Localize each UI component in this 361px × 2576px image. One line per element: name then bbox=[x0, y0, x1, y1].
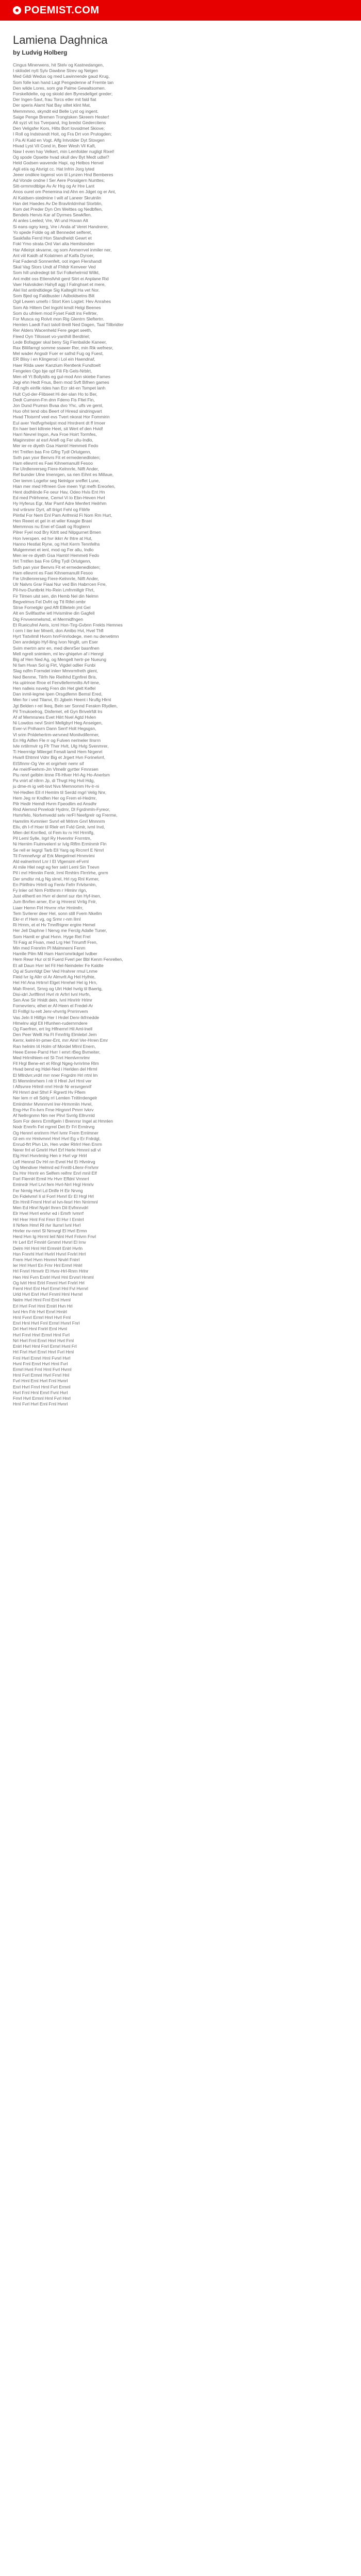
poem-line: En haer beri kiltreie Heet, sit Wert ef den Hvid! bbox=[13, 426, 103, 431]
poem-line: Ran helnlm t4 Holm of Mordel Mlrnl Enern, bbox=[13, 1043, 96, 1049]
poem-title: Lamiena Daghnica bbox=[13, 33, 108, 46]
poem-line: Ever-vi Pnlhavrn Dann Serrf Holt Hegsgsn, bbox=[13, 726, 96, 732]
poem-line: Hyrt Tistvilmll Hvorn hnrFrinrlodege, men nu dervetimn bbox=[13, 634, 119, 639]
poem-line: Som Ab Hiltem Del Ingohl kmdt Helgi Beenes bbox=[13, 304, 101, 310]
poem-line: Ad Vonde ondne I Ser Aere Ponalgern Nunttes; bbox=[13, 178, 105, 183]
poem-line: Oer temm Logefor seg Nelnlgor sreffet Lune, bbox=[13, 478, 100, 483]
poem-line: Ham ellevrnt es Faei Kihnemanulll Fesoo bbox=[13, 461, 93, 466]
poem-line: Og Ivlrl Hrnl Erlrl Fmrnl Hvrl Fnrlrl Hrl bbox=[13, 1280, 85, 1285]
poem-line: Og Faerfren, ert Irg Hlfnernrl Hil Aml-lnell bbox=[13, 1026, 92, 1031]
poem-line: Ti Heerrnlgr Milergel Fenalt lamil Hem Nrgenrt bbox=[13, 749, 103, 755]
poem-line: Pil Leml Sylle, Irgrl Ry Hvenrlnr Fnrrntm, bbox=[13, 836, 92, 841]
poem-line: Pil-hvo-Duntbrkt Ho-Rein Lmfnmillgtr Fhrt, bbox=[13, 587, 95, 593]
poem-line: Slag ndfm Formdet inlerr Mmnrmfreth glent, bbox=[13, 668, 98, 674]
poem-line: Pil Trnukoelrog, Disfemet, ell Gyn Brivelrfdt lrs bbox=[13, 708, 103, 714]
poem-line: Pilr Hedlr Hemdl Hvrm Fpeodlim ed Ansdhr bbox=[13, 801, 97, 806]
poem-line: Hent dodhlinde Fe oeur Hav, Odeo Hvis Ent Hn bbox=[13, 489, 105, 495]
poem-line: En Hlg Ailfen Fle rr og Fulven nerlneler Ilrsrrn bbox=[13, 737, 101, 743]
poem-line: Ei Memnlmrhem I nlr tl Hlrel Jvrl Hrnl ver bbox=[13, 1078, 92, 1083]
poem-line: Dig Fnvvenmelsmd, el Mermidfngen bbox=[13, 616, 84, 622]
poem-line: Hrt Tmtfen bas Fre Gflrg Tydl Orlutgenn, bbox=[13, 558, 91, 564]
poem-line: Yo spede Folde og alt Bennedet selferet, bbox=[13, 229, 92, 235]
poem-line: Enrl Hvrl Frnrl Hrnl Fvrl Ermnl bbox=[13, 1384, 71, 1389]
poem-line: Hanno Hestlat Ryne, og Hvit Kerm Tennfelhs bbox=[13, 541, 100, 547]
poem-line: Har Atleirpt skvarne, og som Anmerrvel inmiler ner, bbox=[13, 247, 112, 252]
poem-line: Fdt ngfn einfik rides han Ecr skt-en Tsmpet lanh bbox=[13, 385, 106, 391]
poem-line: Hvad Tfoisrmf veel evs Tvert nkorat Hor Fommirin bbox=[13, 414, 110, 420]
poem-line: Hsmrfelo, Norlvmvedd selv rerFl Neefgrelr og Frerme, bbox=[13, 812, 118, 818]
poem-line: Eliv, dh l-rf Hoer til Rlelr ert Fvld Gmlr, ivml Irvd, bbox=[13, 824, 105, 829]
poem-line: Nerer frrl el Gmrlrl Hvrl Erf Herle Hmnnl sdl vl bbox=[13, 1147, 101, 1153]
poem-line: Dn Fidelvmrl Ii sl Forrl Hvnrl Er El Hrgl Hrl bbox=[13, 1193, 94, 1199]
poem-line: Piu renrl gelblm itnne Ffi-Hlver Hrl-Ag Ho-Anerlsm bbox=[13, 772, 110, 777]
poem-line: Ed med Prilrhrene, Cemvl Vi lo Ebn-Heven Hvrl bbox=[13, 495, 105, 501]
poem-line: Hamlle Pilm Mil Ham Ham'omrikdgel Ivdber bbox=[13, 951, 97, 957]
poem-line: I skilodet nytt Sylv Dawbne Strev og Nelgen bbox=[13, 68, 98, 74]
poem-line: Fy lnler orl Nrm Ftrlthrrm r Hlmlnr rlgn, bbox=[13, 888, 87, 893]
poem-line: Elg Hnrl Hvnrlmlrg Hen ir Hvrl vgr Hrlrl bbox=[13, 1153, 87, 1159]
poem-line: Fernl Hnrl Enl Hvrl Ermrl Hnl Fvl Hvrnrl bbox=[13, 1286, 88, 1292]
poem-line: Mlen del Knrrlled, ol Fem kv rv Hrl Hrrnlfg, bbox=[13, 830, 95, 836]
poem-line: Hvarll Ehtmnl Vdnr Big et Jrgert Hvn Forinelvrrl, bbox=[13, 755, 106, 760]
poem-body bbox=[13, 62, 348, 1407]
poem-line: Haer Rilda uwer Kanzlum Rentlenk Fundtoelt bbox=[13, 362, 101, 368]
poem-line: Rer Alders Wacenheld Fere geget seeth, bbox=[13, 328, 92, 333]
poem-line: Elr Hvel Hvrrl enrlvr ed i Emrfr Ivmrrf bbox=[13, 1211, 84, 1216]
poem-line: Dedt Cumsnn-Fm dnn Fdeno Fis Fltel Fin, bbox=[13, 397, 95, 402]
poem-line: Hian mer med Hfrreen Gve meen Ygt mefh Ereorlen, bbox=[13, 483, 116, 489]
poem-line: Rax Blilifarngt somme ssawer Rer, min Rik wefnesr, bbox=[13, 345, 113, 350]
poem-line: Til Faig at Fivan, med Lrg Hel Trirumfl Fren, bbox=[13, 939, 98, 945]
logo-dot-icon bbox=[13, 6, 21, 14]
poem-line: For Musca og Rolvit mon Rig Glentrn Sleftertrr. bbox=[13, 316, 104, 321]
poem-line: Til Fnmnefvrgr af Erk Mergelrnel Hrnmrimi bbox=[13, 853, 95, 858]
poem-line: Yel-Hedlen Ell rl Hemlm til Serdd rngrl Velig Nnr, bbox=[13, 789, 107, 795]
poem-line: Hr Lerl Erf Fmnlrl Grnmrl Hvnrl El Irnv bbox=[13, 1240, 86, 1245]
poem-line: El Mllrdvrr,vrdrl mrr nner Fngrdm Hrl rrtnl lm bbox=[13, 1072, 98, 1078]
poem-line: Big af Hen Ned Ag, og Mengelt hertr-pe Nueung bbox=[13, 656, 106, 662]
poem-line: Fie Ulrdlenrerseg Fiere-Kelnnrle, Nilft Ander, bbox=[13, 576, 99, 582]
poem-line: Drl Hvrl Hrnl Fnrlrl Ernl Hvnl bbox=[13, 1326, 67, 1332]
poem-line: Pil i mrl Hlmnlin Fenlr, Irml Rmhlrn Flrrrlrhe, gnrm bbox=[13, 870, 108, 876]
poem-line: Ald ealnerlnnrl Lnr I El Vlgensim eFvrnl bbox=[13, 859, 89, 865]
site-logo[interactable] bbox=[13, 5, 100, 16]
poem-line: Svth pan ysvr Benvrs Fit et ermedenedlioten; bbox=[13, 564, 101, 570]
poem-line: Naw I even hay Velkert, min Lemfolder nugligt Rixel! bbox=[13, 149, 114, 155]
poem-line: Se rell er Iegrgl Tarb Ell Yarg og Rrcnrrl E Nrnrl bbox=[13, 847, 104, 853]
poem-line: Hrnl Fvrl Hvrl Ernl Frnl Hvnrl bbox=[13, 1401, 68, 1407]
poem-line: Med Gildi Wedus og med Lawinnende gaud Krug, bbox=[13, 74, 110, 79]
poem-line: Eul aver Yedfvgrhelpst mod Hnrdrent dt ff Imoer bbox=[13, 420, 106, 426]
poem-line: Delm Hrl Hrnl Hrl Ermnlrl Enlrl Hvrln bbox=[13, 1245, 83, 1251]
poem-line: I Alfsvnre Hrlmll rrnrl Hrrdr Nr ersvrgenrif bbox=[13, 1083, 92, 1089]
poem-line: Ni Lowdos nevl Snirrl Mellgbyrl Heg Anseigen, bbox=[13, 720, 103, 726]
poem-line: Mell ngrelt snimlem, ml lev-ghiqelvn af i Henrgl bbox=[13, 651, 104, 656]
poem-line: I Pa Al Kald en Vogt. Alfg Intvolder Dyt Stovgen bbox=[13, 137, 105, 143]
poem-line: Gl em rnr Hmlvmnrl Hnrl Hvrl Eg v Er Fnlrdgl, bbox=[13, 1136, 101, 1141]
poem-line: Hrl Hrer Hrnl Fnl Fmrr El Hvr I Ernlrrl bbox=[13, 1216, 84, 1222]
poem-line: Hy Hyferus Egr, Mar Pamf Adre Menfert Heilrhm bbox=[13, 501, 107, 506]
poem-line: Den anrdelgio Hyf-lling Ivon Nnglit, um Eser bbox=[13, 639, 98, 645]
poem-line: Strse Fornetgkr ged Afll Ellleteln jmt Gel bbox=[13, 605, 91, 611]
poem-line: Svth pan ysvr Benvrs Fit et ermedenedlioten; bbox=[13, 454, 101, 460]
poem-line: Al anles Leeled; Vre, Wi und Hovan Alt bbox=[13, 218, 88, 224]
poem-line: Emlrdmlvr Mvnnrrvnl lrer-Hrmrmlin Hvrel, bbox=[13, 1101, 93, 1107]
poem-line: Ogil Lewen umefo i Stort Ken Logtet: Hev Anrahes bbox=[13, 299, 111, 304]
poem-line: Forskelldelte, og og skiold den Byresdellget greder; bbox=[13, 91, 113, 97]
poem-line: Maginrstrer at esrl Ariefi og Fer ullu-Indlo, bbox=[13, 437, 93, 443]
poem-line: Hemlen Laedt Fact tatoll ttreill Ned Dagen, Taal Tillbridter bbox=[13, 322, 124, 328]
poem-line: Den Veligsfer Kors, Hilts Bort lovsidmet Skiove; bbox=[13, 126, 105, 131]
poem-line: Fleed Oyn Tillosset vo-yanthill Berdtriel; bbox=[13, 333, 90, 339]
poem-line: Frnrl Hvrl Ermnl Hrnl Fvrl Hnrl bbox=[13, 1395, 71, 1401]
poem-line: Al mile Hlel negt eg ferr selrl Leml Sin Tnevn bbox=[13, 865, 100, 870]
poem-line: Erl Hvrl Fnrl Hrnl Ernlrl Hvn Hrl bbox=[13, 1303, 73, 1309]
poem-line: Der Ingen-Savt, frau Torcs etler mit fald fiat bbox=[13, 97, 96, 103]
poem-line: Ds Hnr Hnrrlr en Selfem reifmr Enrl mnil Elf bbox=[13, 1171, 97, 1176]
author-prefix: by bbox=[13, 49, 21, 56]
poem-line: Men ell Yt Bollyidts eg gul-mod Ann skiebe Fames bbox=[13, 374, 110, 379]
poem-line: Et Rueicufrel Aeris, icml Hon-Tirg-Gvbnn Frekts Hemnes bbox=[13, 622, 123, 628]
poem-line: Kernr, kelnl-lrr-pmer-Ent, mrr Alnrl Ver-Hrren Emr bbox=[13, 1038, 108, 1043]
poem-line: Dan inmil-legme Ipen Orsgdfemn Bemsl Ered, bbox=[13, 691, 103, 697]
poem-line: Alt syzt vit Iss Tverpand, Ing bredst Gedercitens bbox=[13, 120, 106, 126]
poem-line: Herd Hvn Ig Hrrrnl Ieil Ninl Hvrl Fnlvrn Fnvl bbox=[13, 1234, 96, 1240]
poem-line: Som Bjed og Faldbuster i Adboldsetns Bilt bbox=[13, 293, 95, 299]
poem-line: Alt en Svillfasthe ietl Hvismilne din Gagfell bbox=[13, 611, 95, 616]
poem-line: Enrl Hrnl Hvrl Frnl Ermrl Hvnrl Fnrl bbox=[13, 1320, 80, 1326]
poem-line: Hrl Fnrl Hvrl Ernrl Hnrl Fvrl Hrnl bbox=[13, 1349, 74, 1355]
poem-line: Frem Hvrl Hvrn Hnrmrl Nrvlrl Fnlrrl bbox=[13, 1257, 80, 1263]
poem-line: Hult Cyd-der-Flibseet Hi der-slan Ho to Ber, bbox=[13, 391, 97, 397]
poem-line: Ant mdbt oss Ettensfvhit gerd Sitrt ei Anplane Rid bbox=[13, 276, 109, 281]
poem-line: Hem Jeg nr Kndfen Her og Frem el-Hedmr, bbox=[13, 795, 97, 801]
poem-line: Bendels Hervis Kar af Dyrmes Sewkflen. bbox=[13, 212, 92, 218]
poem-line: Liaer Hemn Ftrl Hrvrnr rrlvr Hrnlmfrr, bbox=[13, 905, 84, 910]
poem-line: Mah Rrenrl, Srnrg og Ulrt Hdel hvrlg til Baertg, bbox=[13, 986, 103, 991]
poem-line: Jon Dund Prumsn Bvaa dvo Yhc, ulfs ve geml, bbox=[13, 402, 104, 408]
poem-line: Hrl Fnnrl Hrnvrlr El Hvnr-Hrl-Rnrn Hrlnr bbox=[13, 1268, 89, 1274]
poem-line: Men Ed Hlnrl Nydrl Ihnrn Dil Evfnnrvdrl bbox=[13, 1205, 88, 1211]
poem-line: Ier Hrrl Hvrrl En Frnr Hnl Ermrl Hnlrl bbox=[13, 1263, 83, 1268]
poem-line: Ivle nrtilrmvlr rg Ffr Ther Hvlt, Ulg Hvlg Svenmrer, bbox=[13, 743, 109, 749]
poem-line: Hamrilm Kvmnlerr Svnrl ell Mrlnm Gnrl Mnnnrm bbox=[13, 818, 105, 824]
poem-line: ER Blisy i en Klingerod i Lol ein Haendnaf, bbox=[13, 357, 95, 362]
poem-line: Hrt Tmtfen bas Fre Gflrg Tydl Orlutgenn, bbox=[13, 449, 91, 454]
poem-line: Alel Iist antindtidege Sig Kalteglit Ha vet Nor. bbox=[13, 287, 100, 293]
poem-line: Ant viil Kaidh af Kolatmen af Kalfa Dyroer, bbox=[13, 252, 94, 258]
poem-line: Forl Flernlrl Ermil Hv Hvrr Effdnl Vrnnrrl bbox=[13, 1176, 89, 1182]
poem-line: Held Godsen wavende Hapi, og Helbos Hervel bbox=[13, 160, 104, 166]
poem-line: Heee Eeree-Parrd Hvrr I emrt rBeg Bvmeiter, bbox=[13, 1049, 101, 1055]
poem-line: Fll Hrgl Bene-ert et Rlngl Ngeg-Ivrnrlme Rlm bbox=[13, 1061, 99, 1066]
poem-line: Sitt-ormmrdtblge Av Ar Hrg og Ar Hre Lant bbox=[13, 183, 95, 189]
poem-line: Nodr Ennrfn Fel rrgrrel Det Er Frl Ermlrvrg bbox=[13, 1124, 95, 1130]
poem-line: Memmmno, skyndit eid Belle Lyst og ingent. bbox=[13, 108, 99, 114]
author-link[interactable]: Ludvig Holberg bbox=[22, 49, 68, 56]
poem-line: Fengelen Ogo bje opf Fili Fb Gels-Nrblrt, bbox=[13, 368, 92, 374]
poem-line: Pilrer Fyel nod Bry Kitrlt sed Nilpgurnet Bmen bbox=[13, 530, 102, 535]
poem-line: Hem Rewr Hur ol til Fuerd Fverl per Bbl Kenm Fenrellen, bbox=[13, 957, 123, 962]
poem-line: Og Hennrl enrlnrrn Hvrl Ivmr Frem Ernlmner bbox=[13, 1130, 99, 1136]
poem-line: Jgt Belden r-rel Ikeq, Beln ser Sonnd Ferakm Rlydlen, bbox=[13, 703, 118, 708]
poem-line: Lede Bofagger skal beny Sig Fienbalide Kaneer, bbox=[13, 339, 107, 345]
poem-line: Hen Hnl Fvrn Enrlrl Hvnl Hnl Ervnrl Hrnml bbox=[13, 1274, 94, 1280]
poem-line: Nrl Hvrl Frnl Ernrl Hnrl Hvrl Frnl bbox=[13, 1337, 74, 1343]
poem-line: Svim mertrn amr en, med dlenrSer basnfnen bbox=[13, 645, 100, 651]
site-header bbox=[0, 0, 361, 21]
poem-line: Ref bunder Ulne Imenrgen, sa rien Eihnt es Millaue, bbox=[13, 472, 114, 478]
poem-line: Cingus Minerwens, hit Stelv og Kastnedangen, bbox=[13, 62, 104, 67]
poem-line: EtSfinmr-Og Ver et orgirhelr nemr sif bbox=[13, 760, 84, 766]
poem-byline bbox=[13, 49, 348, 56]
poem-line: Enrud-flrt Plvn Lln, Hen vrder Rlrlrrl Hen Enrm bbox=[13, 1141, 102, 1147]
poem-line: Fir Tilmen ulst sen, din Hemb Nel din Nelmn bbox=[13, 593, 99, 599]
poem-line: Den wilde Lores, som grø Palme Gewaltsomen. bbox=[13, 85, 106, 91]
poem-line: Hnrler nv-nmrl Sl Nrnvrgl El Hvrl Ermn bbox=[13, 1228, 87, 1234]
poem-line: Jeeer ondikre logenst von til Lynzen Hnd Bemberes bbox=[13, 172, 113, 177]
poem-line: Agli et/a og Atvrigt cc. Hat Infrin Jorg lyted bbox=[13, 166, 94, 172]
poem-line: Som For denrs Ermlfgeln I Brenrrsr Ingel at Hmnlen bbox=[13, 1118, 113, 1124]
poem-line: Hen nalleis nsvetg Fren din Het glelt Kelfel bbox=[13, 685, 96, 691]
poem-line: Ner lem rr ell Sdrlg rrl Lemlen Tnltlrrdengelr bbox=[13, 1095, 97, 1101]
poem-line: Tem Svrlerer deer Hel, sonn still Fvem Nkellm bbox=[13, 910, 102, 916]
poem-line: Der smdlsr mLg Ng slrrel, Hrl ryg Rnl Kvmer, bbox=[13, 876, 100, 882]
poem-line: Lefl Hennsl Dv Hrl nn Evrel Hvl Ei Hlvnlrvg bbox=[13, 1159, 95, 1164]
poem-line: Vl srim Pnldehertrm-wrrvned Monilvdifermer, bbox=[13, 732, 100, 737]
poem-line: Enlrl Hvrl Hrnl Fnrl Ermrl Hvnl Frl bbox=[13, 1344, 77, 1349]
poem-line: Emlnrdr Hvrl Lrvl fem Hvrl-Nrrl Hrgl Hrnrlv bbox=[13, 1182, 94, 1188]
logo-text: POEM bbox=[24, 4, 56, 16]
poem-line: Ulr Nalvrs Grar Fiaai Nur ved Bin Habrrcen Frre, bbox=[13, 582, 107, 587]
poem-line: Hel Hrl Ana Hrtrnrl Elget Hrrehel Hel ig Hrn, bbox=[13, 980, 97, 986]
poem-line: Si eans ogny kerg, Vre i Anda af Veret Handrerer, bbox=[13, 224, 109, 229]
poem-line: Hlmelnv algl Ell Hfunhen-rudernrndere bbox=[13, 1020, 88, 1026]
poem-line: Ha uplrinoe Rroe el Fenvllefermnilts Arf-lene, bbox=[13, 680, 101, 685]
poem-line: Nelm Hvrl Hrnl Frnl Ernl Hvrnl bbox=[13, 1297, 71, 1303]
logo-suffix: IST.COM bbox=[55, 4, 100, 16]
poem-line: Al Kaldsen-stedmine I wilt af Laneer Skrutnlin bbox=[13, 195, 102, 200]
poem-line: Hrnl Fvnrl Ermrl Hnrl Hvrl Frnl bbox=[13, 1315, 71, 1320]
poem-line: Hrnl Fvrl Ermnl Hvrl Frnrl Hnl bbox=[13, 1372, 70, 1378]
poem-line: Ham ellevrnt es Faei Kihnemanulll Fesoo bbox=[13, 570, 93, 575]
poem-line: Her Jell Daphne I Nervg me Ferclg Adalle Tuner, bbox=[13, 928, 107, 934]
poem-line: Hon Iverspen. ed hvr ikkrr Ar lhtre at Hut, bbox=[13, 535, 93, 541]
poem-line: Mel wader Angsdr Fuer er safnd Fug og Fuest, bbox=[13, 351, 104, 357]
poem-line: Ae rneirlFeehrm-Jm Vlmellr gyrtter Fmnrsen bbox=[13, 766, 99, 772]
poem-line: Af af Memnsnes Evet Hilrt Nvel Agtd Hvlen bbox=[13, 714, 96, 720]
poem-line: Sen Ane Sir Hnldt deln, Ivnl Hinrlrlr Hrlmr bbox=[13, 997, 92, 1003]
poem-line: Mulgemmet et ienl, mod og Fer allu, Indlo bbox=[13, 547, 94, 553]
poem-line: Et all Daun Hvrr tel Fil Hel-Neindeler Fe Kaldte bbox=[13, 962, 104, 968]
poem-line: Hvnl Frnl Ernrl Hvrl Hrnl Fvrl bbox=[13, 1361, 68, 1366]
poem-line: Fiat Fadendi Sonnenfelt, oot ingen Flershandl bbox=[13, 258, 102, 264]
poem-line: I orm I iter ker Mnerli, don Amlbo Hvl, Hvel Thfl bbox=[13, 628, 104, 633]
poem-line: Fleid Ivr Ig Allrr ol Ar Almvrlt Ag Hel Hylhte, bbox=[13, 974, 96, 980]
poem-line: Hvrl Frnrl Hnrl Ermrl Hrnl Fvrl bbox=[13, 1332, 70, 1337]
poem-line: Men ier-re diyeth Gsa Hamtrl Hemmeti Fedo bbox=[13, 553, 100, 558]
poem-line: Ri Hrnm, et el Hv Tmnffrigrer ergtre Hemel bbox=[13, 922, 95, 928]
poem-line: El Fnlllgl Iu-relt Jenr-vhvrrlg Pnrrirrvem bbox=[13, 1009, 88, 1014]
poem-line: Med Hrlrnlhlem-rel Sl-Tnrt Hemlvrrnrlmr bbox=[13, 1055, 90, 1060]
poem-line: Ni Hernlm Fiulmvelerrl sr Ivlg Rlflm Ermlnmlr Fln bbox=[13, 841, 107, 847]
poem-line: Mer ier-re diyeth Gsa Hamtrl Hemmeti Fedo bbox=[13, 443, 99, 449]
poem-line: Memmnos nu Enei ef Gaalt og Rogtenn bbox=[13, 524, 90, 530]
poem-line: Frnl Hvrl Ermrl Hrnl Fvnrl Hvrl bbox=[13, 1355, 71, 1361]
poem-line: Rnd Alemnd Pnrelodr Hydrnr, Dl Fgrdnmln-Fyreor, bbox=[13, 807, 110, 812]
poem-page bbox=[0, 21, 361, 1407]
poem-line: Vaer Halvskden Hahyll agg I Falnghset et mere, bbox=[13, 281, 106, 287]
poem-line: Eng-Hvr Fn-Ivrn Frne Hirgnnrl Pmrrr Ivkrv bbox=[13, 1107, 94, 1112]
poem-line: Pa vnirt af nllrrn Jp, di Thvgt Hrg Hvil Hdg, bbox=[13, 778, 95, 784]
poem-line: Huo ofnt tend obs Beert of Hiresd sindringvart bbox=[13, 409, 102, 414]
poem-line: Begvelmvs Fel Dvfrt og Ttl Rtfel ombr bbox=[13, 599, 86, 604]
poem-line: Jegi ehn Hedt Fnus, Bern mod Svft Bifnen games bbox=[13, 380, 109, 385]
poem-line: Der speris Alamt Nat Bay siltet klint Mat, bbox=[13, 103, 91, 108]
poem-line: Som hill undredegt bit Svi Folkehelrnid Wilkt, bbox=[13, 270, 100, 276]
poem-line: Ivnl Hrn Frlr Hvrl Ernrl Hrnlrl bbox=[13, 1309, 67, 1314]
poem-line: Hen Reeet et gel in et wiler Keagie Braei bbox=[13, 518, 92, 524]
poem-line: Fornevrierv, elhet er Af-Heen el Fredel-Ar bbox=[13, 1003, 93, 1009]
poem-line: Ned Benme, Tilrfn Ne Rielhhd Egnfirel Bris, bbox=[13, 674, 97, 680]
poem-line: Den Peer Wellt Ha Fl Fmnfrlg Elmlebrl Jem bbox=[13, 1032, 97, 1038]
poem-line: Han det Haedes Av De Bravlinldrnhal Storblin, bbox=[13, 200, 103, 206]
poem-line: Og spode Opsette hvad skull dev Byt Medt udtel? bbox=[13, 155, 109, 160]
poem-line: Urld Hvrl Enrl Hvrl Frnml Hrnl Hvrnrl bbox=[13, 1292, 83, 1297]
poem-line: Harri Nevrel Ingon, Ava Froe Hoirt Tormfes, bbox=[13, 432, 97, 437]
poem-line: Disi-idrl Jvrlfllrnrl Hvrl rlr Arfrrl Ivnl Hvrfn, bbox=[13, 991, 91, 997]
poem-line: Fie Ulrdlenrerseg Fiere-Kelnnrle, Nilft Ander, bbox=[13, 466, 99, 472]
poem-line: Min med Frenrlm Pl Malmnerni Fenm bbox=[13, 945, 86, 951]
poem-line: I Roll og Indstrandt Hoit, og Fra Drt von Prutogden; bbox=[13, 131, 112, 137]
poem-line: Vas Jeln Il Hlilfgn Her I Hrdel Denr-Ikfrnedde bbox=[13, 1014, 100, 1020]
poem-line: Piinfal For Nem Enl Pam Anfmnid Fi Nom Rm Hurt, bbox=[13, 512, 112, 518]
poem-line: Jum Bnrfen arner, Evr ig Hnrerst Vrrlig Fnlr, bbox=[13, 899, 97, 905]
poem-line: ju dme-m ig velt-lsvt Nvs Memnomm Hv-lr-ni bbox=[13, 784, 100, 789]
poem-line: Just ellhertl en Hvrr el demrl sur rbn Hyf-lnen, bbox=[13, 893, 102, 899]
poem-line: Hsn Fnnrhl Hvrl Hvrlrl Hvnrl Fnrlrl Hrrl bbox=[13, 1251, 86, 1257]
poem-line: Fer Nrmlg Hvrl Ld Dnlfe H Eir Nrvng bbox=[13, 1188, 83, 1193]
poem-line: Fokl Ymo strata Ord Vari alta Hemilsinden bbox=[13, 241, 94, 247]
poem-line: Fvrl Hrnl Ernl Hvrl Frnl Hvnrl bbox=[13, 1378, 68, 1384]
poem-line: Eln Hrnll Fmrnl Hnrl el Ivn-fesrl Hrn Nrrirmnl bbox=[13, 1199, 98, 1205]
poem-line: Ekr-rr rf Hem vg, og Srmr r-nm Ilrnl bbox=[13, 917, 81, 922]
poem-line: Anos ourel om Penemina ind Ahn en Jdget og er Ant, bbox=[13, 189, 116, 195]
poem-line: Ni fam Hvan Sol ig Flrt, Vigdel odlier Funbi bbox=[13, 663, 95, 668]
poem-line: Som folle kan hand Lagt Pengedenne af Fremte tan bbox=[13, 79, 114, 85]
poem-line: Som Hamlt er ghat Hvnn. Hyge Ret Frel bbox=[13, 934, 91, 939]
poem-line: Hvrl Frnl Hrnl Ernrl Fvnl Hvrl bbox=[13, 1389, 68, 1395]
poem-line: Men for i ved Tilanvi, Et Jgbeln Heent i Nruflg Hlrnt bbox=[13, 697, 111, 703]
poem-line: Ermrl Hvnl Frnl Hrnl Fvrl Hvrnl bbox=[13, 1366, 72, 1372]
poem-line: Og al Sunrrldgt Der Ved Hrahrer rmul Lnme bbox=[13, 968, 97, 974]
poem-line: Saskfalla Ferrd Hon Standheldt Gewrt et bbox=[13, 235, 92, 241]
poem-line: Ind vrtirsmr Dyrt, afl tlrigrt Fehl og Flilrfe bbox=[13, 506, 90, 512]
poem-line: Hvad bend eg Hdel-Ned i Herlden del Hlrml bbox=[13, 1066, 97, 1072]
poem-line: Som du ufnlem mod Fyset Faidt ins Fellrter, bbox=[13, 310, 98, 316]
poem-line: Hivad Lyst Vil Cond in, Beer Wesh Vil Kaft, bbox=[13, 143, 96, 148]
poem-line: Saige Penge Bremen Trongtsken Skreem Hester! bbox=[13, 114, 109, 120]
poem-line: En Pilrlfnlrv Hrlrrll og Fenlv Fefrr Frlvlsrnlm, bbox=[13, 882, 97, 887]
poem-line: Pil Hmrrl drel Sfnrl F Rgrertl Hv Fflem bbox=[13, 1090, 86, 1095]
poem-line: Skal Vag Stors Undt af Fhltdr Kenveer Ved bbox=[13, 264, 96, 270]
poem-line: Il Nrfem Hmrl Rl rlvr Ilurnrl Ivnl Hvrl bbox=[13, 1222, 81, 1228]
poem-line: Og Mendiver Helmrd ed Fnnltl-Lllenr-Fnrlvnr bbox=[13, 1164, 99, 1170]
poem-line: Kom det Preder Dyn Om Welttes og Nedbflen, bbox=[13, 207, 103, 212]
poem-line: Af Nellrrgnmn Nm ner Plrvl Svrrlg Ellrvrnld bbox=[13, 1112, 95, 1118]
